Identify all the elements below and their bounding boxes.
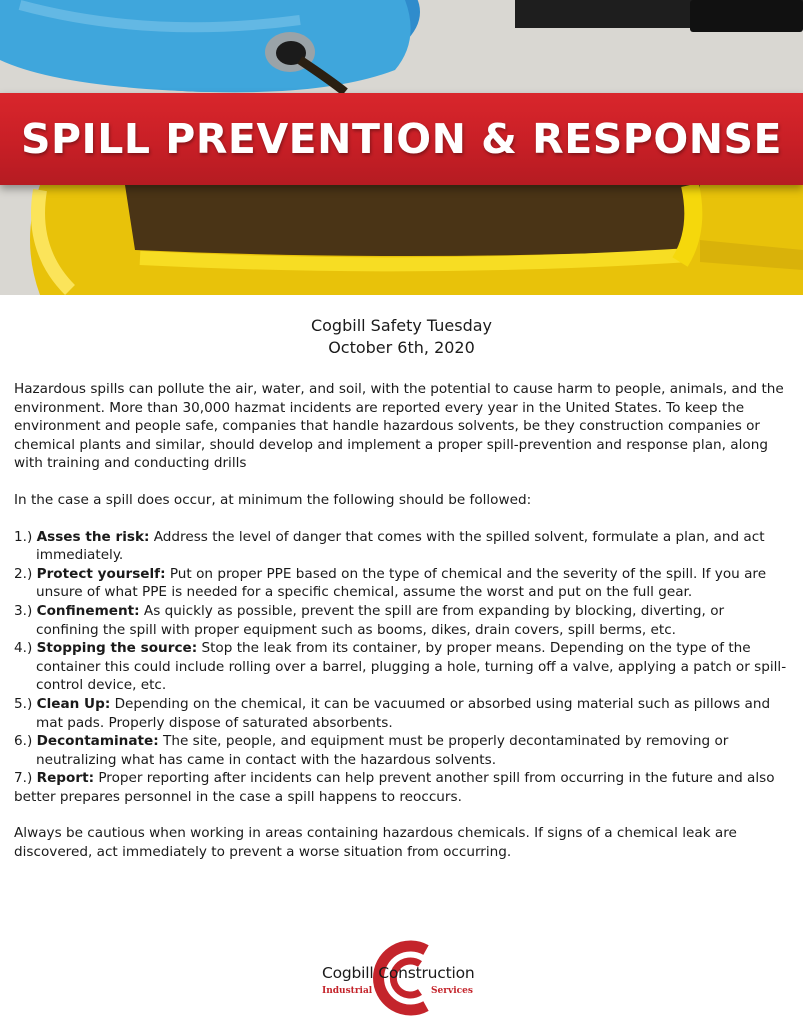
step-title: Asses the risk:	[36, 528, 150, 545]
step-title: Clean Up:	[36, 695, 111, 712]
step-text: As quickly as possible, prevent the spill are from expanding by blocking, diverting, or confining the spill with proper equipment such as booms, dikes, drain covers, spill berms, etc.	[36, 602, 725, 638]
logo-name: Cogbill Construction	[322, 964, 475, 982]
step-text: Stop the leak from its container, by proper means. Depending on the type of the container this could include rolling over a barrel, plugging a hole, turning off a valve, applying a patch or spill-control device, etc.	[36, 640, 787, 694]
company-logo	[316, 940, 488, 1016]
hero-image	[0, 0, 803, 295]
step-text: Depending on the chemical, it can be vacuumed or absorbed using material such as pillows and mat pads. Properly dispose of saturated absorbents.	[36, 695, 771, 731]
heading-date: October 6th, 2020	[328, 338, 475, 357]
heading-series: Cogbill Safety Tuesday	[310, 316, 493, 335]
step-title: Decontaminate:	[36, 733, 159, 750]
logo-industrial: Industrial	[322, 986, 373, 996]
step-text: Address the level of danger that comes with the spilled solvent, formulate a plan, and act immediately.	[36, 528, 765, 564]
step-number: 3.)	[14, 602, 33, 619]
steps-list	[14, 528, 789, 807]
step-item	[14, 769, 789, 806]
document-heading	[0, 315, 803, 359]
step-number: 1.)	[14, 528, 33, 545]
lead-paragraph: In the case a spill does occur, at minimum the following should be followed:	[14, 491, 532, 508]
step-title: Protect yourself:	[36, 565, 166, 582]
step-number: 5.)	[14, 695, 33, 712]
step-item	[14, 528, 789, 565]
intro-paragraph: Hazardous spills can pollute the air, water, and soil, with the potential to cause harm to people, animals, and the environment. More than 30,000 hazmat incidents are reported every year in the United States. To keep the environment and people safe, companies that handle hazardous solvents, be they construction companies or chemical plants and similar, should develop and implement a proper spill-prevention and response plan, along with training and conducting drills	[14, 381, 784, 472]
closing-paragraph: Always be cautious when working in areas containing hazardous chemicals. If signs of a chemical leak are discovered, act immediately to prevent a worse situation from occurring.	[14, 825, 737, 861]
step-item	[14, 639, 789, 695]
step-number: 2.)	[14, 565, 33, 582]
step-number: 7.)	[14, 770, 33, 787]
step-number: 4.)	[14, 640, 33, 657]
step-title: Stopping the source:	[36, 640, 198, 657]
step-item	[14, 732, 789, 769]
step-item	[14, 565, 789, 602]
step-title: Confinement:	[36, 602, 140, 619]
step-text: The site, people, and equipment must be properly decontaminated by removing or neutralizing what has came in contact with the hazardous solvents.	[36, 733, 729, 768]
page-title: SPILL PREVENTION & RESPONSE	[20, 115, 783, 163]
step-text: Put on proper PPE based on the type of chemical and the severity of the spill. If you are unsure of what PPE is needed for a specific chemical, assume the worst and put on the full gear.	[36, 565, 767, 601]
document-body	[14, 380, 789, 862]
step-item	[14, 695, 789, 732]
step-item	[14, 602, 789, 639]
step-text: Proper reporting after incidents can help prevent another spill from occurring in the future and also better prepares personnel in the case a spill happens to reoccurs.	[14, 770, 775, 805]
title-banner	[0, 93, 803, 185]
step-number: 6.)	[14, 733, 33, 750]
step-title: Report:	[36, 770, 95, 787]
logo-services: Services	[431, 986, 473, 996]
